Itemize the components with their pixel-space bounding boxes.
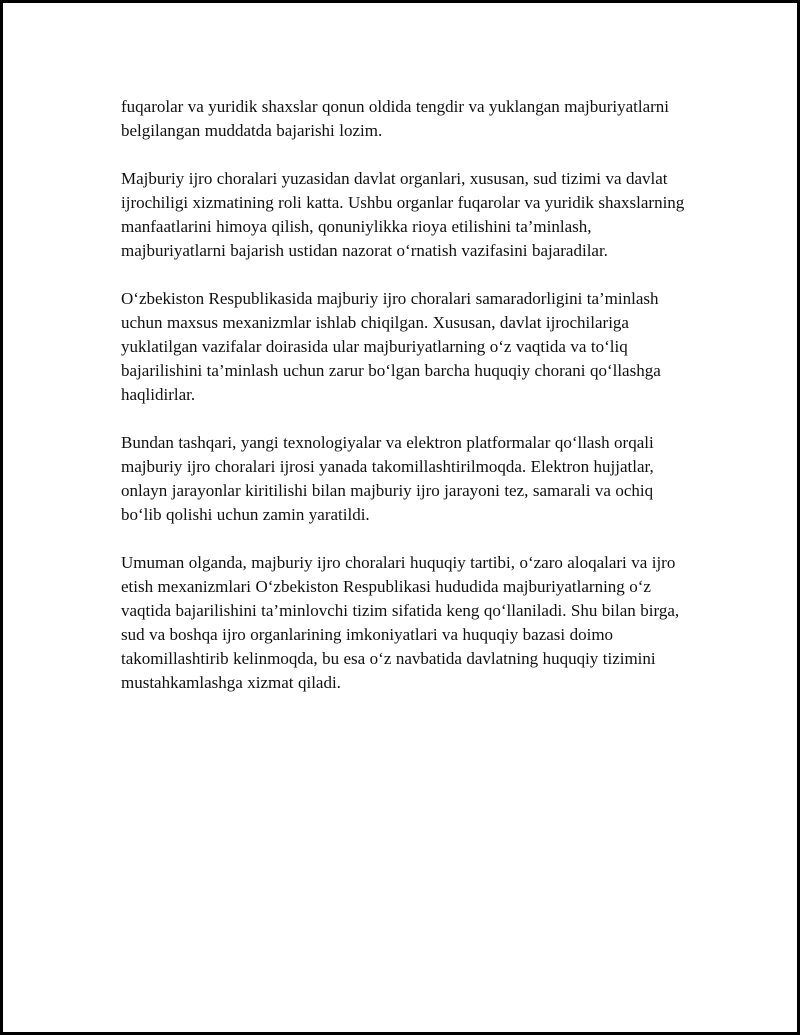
paragraph-1: fuqarolar va yuridik shaxslar qonun oldida tengdir va yuklangan majburiyatlarni belgilangan muddatda bajarishi lozim.: [121, 97, 670, 140]
document-body: [121, 95, 696, 719]
paragraph-4: Bundan tashqari, yangi texnologiyalar va elektron platformalar qo‘llash orqali majburiy ijro choralari ijrosi yanada takomillashtirilmoqda. Elektron hujjatlar, onlayn jarayonlar kiritilishi bilan majburiy ijro jarayoni tez, samarali va ochiq bo‘lib qolishi uchun zamin yaratildi.: [121, 433, 654, 524]
paragraph-3: O‘zbekiston Respublikasida majburiy ijro choralari samaradorligini ta’minlash uchun maxsus mexanizmlar ishlab chiqilgan. Xususan, davlat ijrochilariga yuklatilgan vazifalar doirasida ular majburiyatlarning o‘z vaqtida va to‘liq bajarilishini ta’minlash uchun zarur bo‘lgan barcha huquqiy chorani qo‘llashga haqlidirlar.: [121, 289, 661, 404]
paragraph-5: Umuman olganda, majburiy ijro choralari huquqiy tartibi, o‘zaro aloqalari va ijro etish mexanizmlari O‘zbekiston Respublikasi hududida majburiyatlarning o‘z vaqtida bajarilishini ta’minlovchi tizim sifatida keng qo‘llaniladi. Shu bilan birga, sud va boshqa ijro organlarining imkoniyatlari va huquqiy bazasi doimo takomillashtirib kelinmoqda, bu esa o‘z navbatida davlatning huquqiy tizimini mustahkamlashga xizmat qiladi.: [121, 553, 680, 692]
paragraph-2: Majburiy ijro choralari yuzasidan davlat organlari, xususan, sud tizimi va davlat ijrochiligi xizmatining roli katta. Ushbu organlar fuqarolar va yuridik shaxslarning manfaatlarini himoya qilish, qonuniylikka rioya etilishini ta’minlash, majburiyatlarni bajarish ustidan nazorat o‘rnatish vazifasini bajaradilar.: [121, 169, 685, 260]
